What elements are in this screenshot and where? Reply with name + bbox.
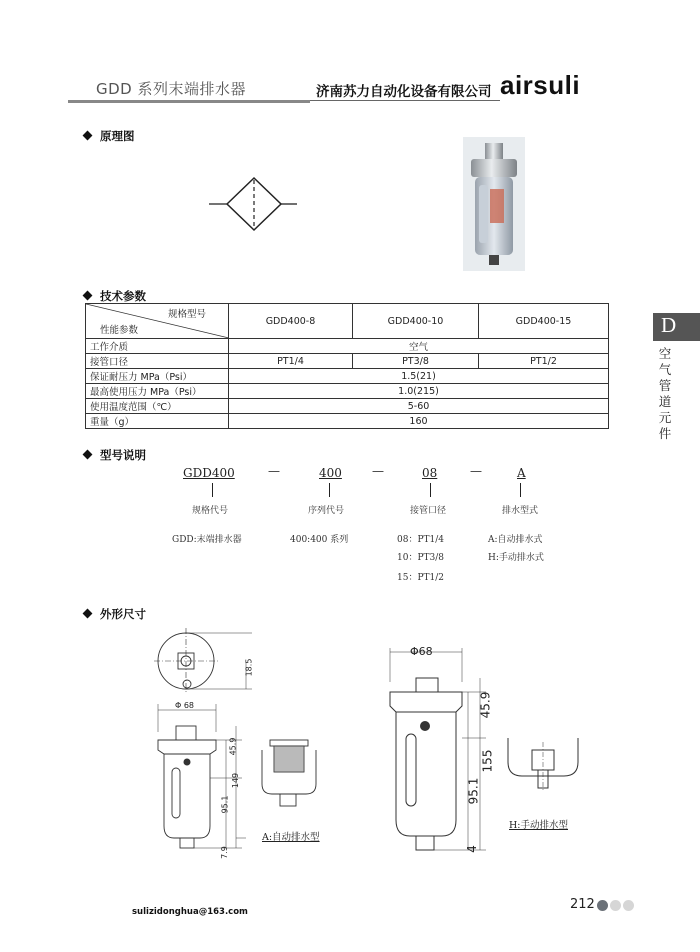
model-dash: — [372, 464, 384, 478]
page-number: 212 [570, 897, 595, 912]
model-name-spec: 规格代号 [192, 506, 229, 516]
spec-row-label: 最高使用压力 MPa（Psi） [86, 384, 229, 399]
model-part-port: 08 [422, 466, 438, 480]
section-tech-title: 技术参数 [100, 289, 146, 303]
spec-cell: 5-60 [229, 399, 609, 414]
dim-small-d1: 45.9 [228, 737, 238, 756]
dim-large-dia: Φ68 [410, 645, 433, 658]
model-desc-port: 10：PT3/8 [397, 553, 444, 563]
corner-bottom-label: 性能参数 [100, 325, 139, 336]
product-photo [463, 137, 525, 271]
company-name: 济南苏力自动化设备有限公司 [316, 84, 492, 100]
spec-row [86, 414, 609, 429]
diamond-bullet-icon [83, 131, 93, 141]
dim-small-dia: Φ 68 [175, 701, 195, 710]
model-desc-drain: A:自动排水式 [488, 535, 543, 545]
spec-cell: 空气 [229, 339, 609, 354]
dim-large-d2: 155 [480, 749, 495, 773]
model-dash: — [268, 464, 280, 478]
spec-row [86, 369, 609, 384]
diamond-bullet-icon [83, 291, 93, 301]
model-tick [212, 483, 213, 497]
spec-row [86, 384, 609, 399]
spec-row-label: 保证耐压力 MPa（Psi） [86, 369, 229, 384]
model-desc-spec: GDD:末端排水器 [172, 535, 242, 545]
model-tick [329, 483, 330, 497]
spec-table [85, 303, 609, 429]
dim-small-d2: 149 [231, 772, 241, 789]
page-dot-icon [623, 900, 634, 911]
model-name-series: 序列代号 [308, 506, 345, 516]
spec-header-row [86, 304, 609, 339]
symbol-diagram [205, 172, 301, 236]
spec-cell: PT1/2 [479, 354, 609, 369]
model-desc-port: 08：PT1/4 [397, 535, 444, 545]
page-title: GDD 系列末端排水器 [96, 80, 246, 98]
section-model [84, 447, 146, 463]
brand-logo: airsuli [500, 70, 581, 100]
model-desc-drain: H:手动排水式 [488, 553, 544, 563]
header-rule-thick [68, 100, 310, 103]
dim-small-d4: 7.9 [219, 846, 229, 859]
model-desc-port: 15：PT1/2 [397, 573, 444, 583]
spec-cell: PT1/4 [229, 354, 353, 369]
label-auto-drain: A:自动排水型 [262, 832, 320, 843]
corner-top-label: 规格型号 [167, 309, 206, 320]
section-tech [84, 288, 146, 304]
spec-cell: 160 [229, 414, 609, 429]
section-model-title: 型号说明 [100, 448, 146, 462]
side-tab-label: 空气管道元件 [658, 346, 672, 441]
spec-corner-cell [86, 304, 229, 339]
dim-small-d3: 95.1 [220, 795, 230, 814]
diamond-bullet-icon [83, 609, 93, 619]
spec-row [86, 339, 609, 354]
model-name-port: 接管口径 [410, 506, 447, 516]
spec-cell: 1.5(21) [229, 369, 609, 384]
model-part-drain: A [517, 466, 526, 480]
spec-col-header: GDD400-15 [479, 304, 609, 339]
model-part-series: 400 [319, 466, 342, 480]
drawing-small-views [150, 628, 330, 862]
side-tab-letter: D [661, 313, 677, 337]
label-manual-drain: H:手动排水型 [509, 820, 568, 831]
page-dot-icon [597, 900, 608, 911]
dim-small-topview: 18.5 [244, 658, 254, 677]
footer-email[interactable]: sulizidonghua@163.com [132, 907, 248, 917]
section-dimensions-title: 外形尺寸 [100, 607, 146, 621]
spec-row-label: 工作介质 [86, 339, 229, 354]
header-rule-thin [310, 100, 500, 101]
spec-row-label: 重量（g） [86, 414, 229, 429]
model-desc-series: 400:400 系列 [290, 535, 349, 545]
dim-large-d4: 4 [464, 845, 479, 853]
spec-row [86, 354, 609, 369]
spec-col-header: GDD400-10 [353, 304, 479, 339]
spec-cell: PT3/8 [353, 354, 479, 369]
spec-col-header: GDD400-8 [229, 304, 353, 339]
spec-row-label: 使用温度范围（℃） [86, 399, 229, 414]
page-dot-icon [610, 900, 621, 911]
model-tick [520, 483, 521, 497]
dim-large-d3: 95.1 [466, 777, 481, 805]
model-part-spec: GDD400 [183, 466, 235, 480]
model-name-drain: 排水型式 [502, 506, 539, 516]
model-tick [430, 483, 431, 497]
spec-cell: 1.0(215) [229, 384, 609, 399]
section-principle-title: 原理图 [100, 129, 135, 143]
side-tab [653, 313, 700, 341]
section-principle [84, 128, 135, 144]
spec-row [86, 399, 609, 414]
section-dimensions [84, 606, 146, 622]
model-dash: — [470, 464, 482, 478]
dim-large-d1: 45.9 [478, 691, 493, 719]
spec-row-label: 接管口径 [86, 354, 229, 369]
diamond-bullet-icon [83, 450, 93, 460]
